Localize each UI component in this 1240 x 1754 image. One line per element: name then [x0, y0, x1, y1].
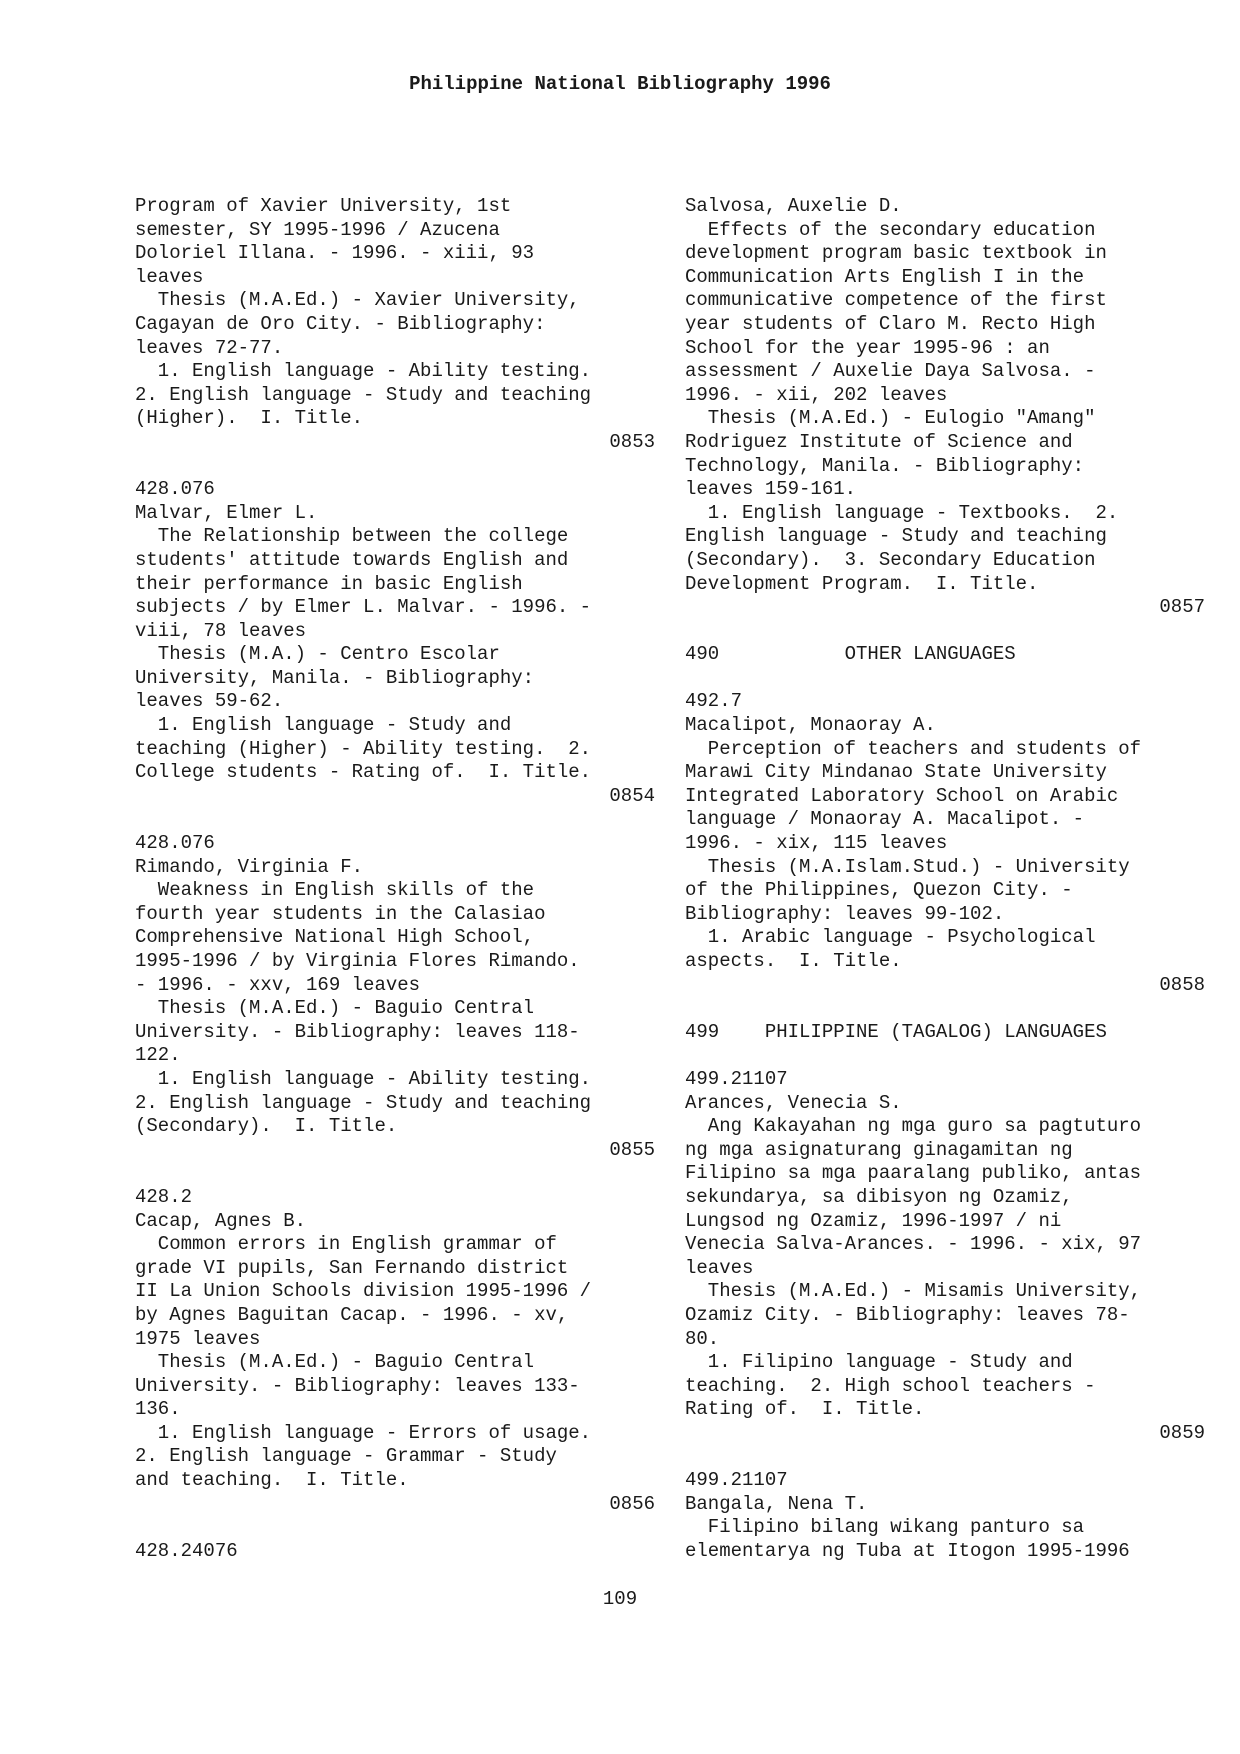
entry-text: College students - Rating of. I. Title.	[135, 761, 592, 784]
entry-author: Salvosa, Auxelie D.	[685, 195, 902, 217]
entry-text: by Agnes Baguitan Cacap. - 1996. - xv,	[135, 1303, 569, 1326]
entry-author: Macalipot, Monaoray A.	[685, 714, 936, 737]
entry-text: II La Union Schools division 1995-1996 /	[135, 1280, 592, 1303]
entry-text: 1. English language - Study and	[135, 714, 512, 737]
entry-text: assessment / Auxelie Daya Salvosa. -	[685, 360, 1096, 383]
entry-text: aspects. I. Title.	[685, 950, 902, 972]
entry-text: 1. English language - Errors of usage.	[135, 1421, 592, 1444]
entry-number: 0854	[609, 784, 655, 807]
entry-0858	[685, 690, 1205, 997]
entry-text: communicative competence of the first	[685, 289, 1107, 312]
entry-text: Lungsod ng Ozamiz, 1996-1997 / ni	[685, 1209, 1062, 1232]
entry-text: Thesis (M.A.) - Centro Escolar	[135, 643, 500, 666]
entry-text: Thesis (M.A.Ed.) - Misamis University,	[685, 1280, 1142, 1303]
entry-author: Bangala, Nena T.	[685, 1492, 868, 1515]
section-heading: 499 PHILIPPINE (TAGALOG) LANGUAGES	[685, 1020, 1107, 1043]
entry-text: 1. Arabic language - Psychological	[685, 926, 1096, 949]
entry-text: 1. English language - Ability testing.	[135, 360, 592, 383]
entry-text: 1. English language - Textbooks. 2.	[685, 501, 1119, 524]
entry-text: Doloriel Illana. - 1996. - xiii, 93	[135, 242, 535, 265]
entry-text: Ang Kakayahan ng mga guro sa pagtuturo	[685, 1115, 1142, 1138]
entry-text: (Higher). I. Title.	[135, 407, 364, 430]
entry-text: Ozamiz City. - Bibliography: leaves 78-	[685, 1303, 1130, 1326]
entry-author: Rimando, Virginia F.	[135, 855, 364, 878]
entry-0854	[135, 478, 655, 808]
entry-text: students' attitude towards English and	[135, 548, 569, 571]
entry-text: 136.	[135, 1398, 181, 1421]
entry-text: Thesis (M.A.Islam.Stud.) - University	[685, 855, 1130, 878]
entry-author: Arances, Venecia S.	[685, 1091, 902, 1114]
entry-text: Comprehensive National High School,	[135, 926, 535, 949]
entry-text: (Secondary). 3. Secondary Education	[685, 548, 1096, 571]
entry-text: University, Manila. - Bibliography:	[135, 666, 535, 689]
entry-text: Venecia Salva-Arances. - 1996. - xix, 97	[685, 1233, 1142, 1256]
entry-text: 1996. - xix, 115 leaves	[685, 832, 948, 855]
entry-text: teaching (Higher) - Ability testing. 2.	[135, 737, 592, 760]
entry-text: leaves	[135, 265, 204, 288]
entry-text: Effects of the secondary education	[685, 218, 1096, 241]
entry-text: Filipino sa mga paaralang publiko, antas	[685, 1162, 1142, 1185]
classification-number: 428.24076	[135, 1539, 238, 1562]
classification-number: 499.21107	[685, 1067, 788, 1090]
classification-number: 492.7	[685, 690, 743, 713]
entry-text: 1995-1996 / by Virginia Flores Rimando.	[135, 950, 580, 972]
entry-text: Program of Xavier University, 1st	[135, 195, 512, 217]
entry-text: University. - Bibliography: leaves 118-	[135, 1020, 580, 1043]
right-column	[685, 195, 1205, 1563]
classification-number: 499.21107	[685, 1469, 788, 1492]
entry-number: 0855	[609, 1138, 655, 1161]
entry-text: Filipino bilang wikang panturo sa	[685, 1516, 1085, 1539]
classification-number: 428.2	[135, 1185, 193, 1208]
entry-text: leaves 72-77.	[135, 336, 284, 359]
entry-text: Common errors in English grammar of	[135, 1233, 557, 1256]
entry-text: 1975 leaves	[135, 1327, 261, 1350]
entry-text: Thesis (M.A.Ed.) - Baguio Central	[135, 1351, 535, 1374]
entry-text: their performance in basic English	[135, 572, 523, 595]
entry-partial	[685, 1469, 1205, 1563]
entry-text: development program basic textbook in	[685, 242, 1107, 265]
entry-text: leaves 159-161.	[685, 478, 857, 501]
entry-text: leaves	[685, 1256, 754, 1279]
entry-0856	[135, 1186, 655, 1516]
entry-text: The Relationship between the college	[135, 525, 569, 548]
entry-text: Development Program. I. Title.	[685, 572, 1039, 595]
left-column	[135, 195, 655, 1563]
entry-text: 1. Filipino language - Study and	[685, 1351, 1073, 1374]
entry-text: viii, 78 leaves	[135, 619, 307, 642]
entry-text: Communication Arts English I in the	[685, 265, 1085, 288]
entry-number: 0857	[1159, 596, 1205, 619]
entry-text: language / Monaoray A. Macalipot. -	[685, 808, 1085, 831]
page-number: 109	[602, 1588, 638, 1610]
entry-text: School for the year 1995-96 : an	[685, 336, 1050, 359]
entry-text: 122.	[135, 1044, 181, 1067]
entry-text: Marawi City Mindanao State University	[685, 761, 1107, 784]
entry-text: 2. English language - Study and teaching	[135, 383, 592, 406]
entry-text: teaching. 2. High school teachers -	[685, 1374, 1096, 1397]
entry-text: sekundarya, sa dibisyon ng Ozamiz,	[685, 1185, 1073, 1208]
entry-number: 0856	[609, 1492, 655, 1515]
entry-0855	[135, 832, 655, 1162]
entry-text: 2. English language - Study and teaching	[135, 1091, 592, 1114]
entry-text: ng mga asignaturang ginagamitan ng	[685, 1138, 1073, 1161]
entry-0853	[135, 195, 655, 455]
entry-text: Cagayan de Oro City. - Bibliography:	[135, 312, 546, 335]
entry-text: Thesis (M.A.Ed.) - Baguio Central	[135, 997, 535, 1020]
entry-text: leaves 59-62.	[135, 690, 284, 713]
entry-number: 0853	[609, 430, 655, 453]
entry-text: Technology, Manila. - Bibliography:	[685, 454, 1085, 477]
entry-text: - 1996. - xxv, 169 leaves	[135, 973, 421, 996]
entry-text: 1996. - xii, 202 leaves	[685, 383, 948, 406]
entry-number: 0858	[1159, 973, 1205, 996]
entry-text: grade VI pupils, San Fernando district	[135, 1256, 569, 1279]
entry-text: subjects / by Elmer L. Malvar. - 1996. -	[135, 596, 592, 619]
entry-text: Rodriguez Institute of Science and	[685, 430, 1073, 453]
entry-text: University. - Bibliography: leaves 133-	[135, 1374, 580, 1397]
entry-text: Thesis (M.A.Ed.) - Xavier University,	[135, 289, 580, 312]
entry-text: Perception of teachers and students of	[685, 737, 1142, 760]
page-header-title: Philippine National Bibliography 1996	[409, 73, 831, 95]
entry-text: semester, SY 1995-1996 / Azucena	[135, 218, 500, 241]
entry-text: Integrated Laboratory School on Arabic	[685, 784, 1119, 807]
entry-text: English language - Study and teaching	[685, 525, 1107, 548]
entry-text: 1. English language - Ability testing.	[135, 1067, 592, 1090]
entry-text: Thesis (M.A.Ed.) - Eulogio "Amang"	[685, 407, 1096, 430]
entry-text: (Secondary). I. Title.	[135, 1115, 398, 1138]
entry-text: year students of Claro M. Recto High	[685, 312, 1096, 335]
entry-author: Cacap, Agnes B.	[135, 1209, 307, 1232]
entry-number: 0859	[1159, 1421, 1205, 1444]
entry-0859	[685, 1068, 1205, 1446]
entry-author: Malvar, Elmer L.	[135, 501, 318, 524]
entry-text: Weakness in English skills of the	[135, 879, 535, 902]
entry-text: Bibliography: leaves 99-102.	[685, 902, 1005, 925]
entry-text: fourth year students in the Calasiao	[135, 902, 546, 925]
section-heading: 490 OTHER LANGUAGES	[685, 643, 1016, 666]
classification-number: 428.076	[135, 832, 215, 855]
entry-text: Rating of. I. Title.	[685, 1398, 925, 1421]
entry-0857	[685, 195, 1205, 620]
entry-text: and teaching. I. Title.	[135, 1469, 409, 1492]
classification-number: 428.076	[135, 478, 215, 501]
entry-text: 2. English language - Grammar - Study	[135, 1445, 557, 1468]
entry-text: of the Philippines, Quezon City. -	[685, 879, 1073, 902]
entry-text: 80.	[685, 1327, 720, 1350]
entry-text: elementarya ng Tuba at Itogon 1995-1996	[685, 1539, 1130, 1562]
